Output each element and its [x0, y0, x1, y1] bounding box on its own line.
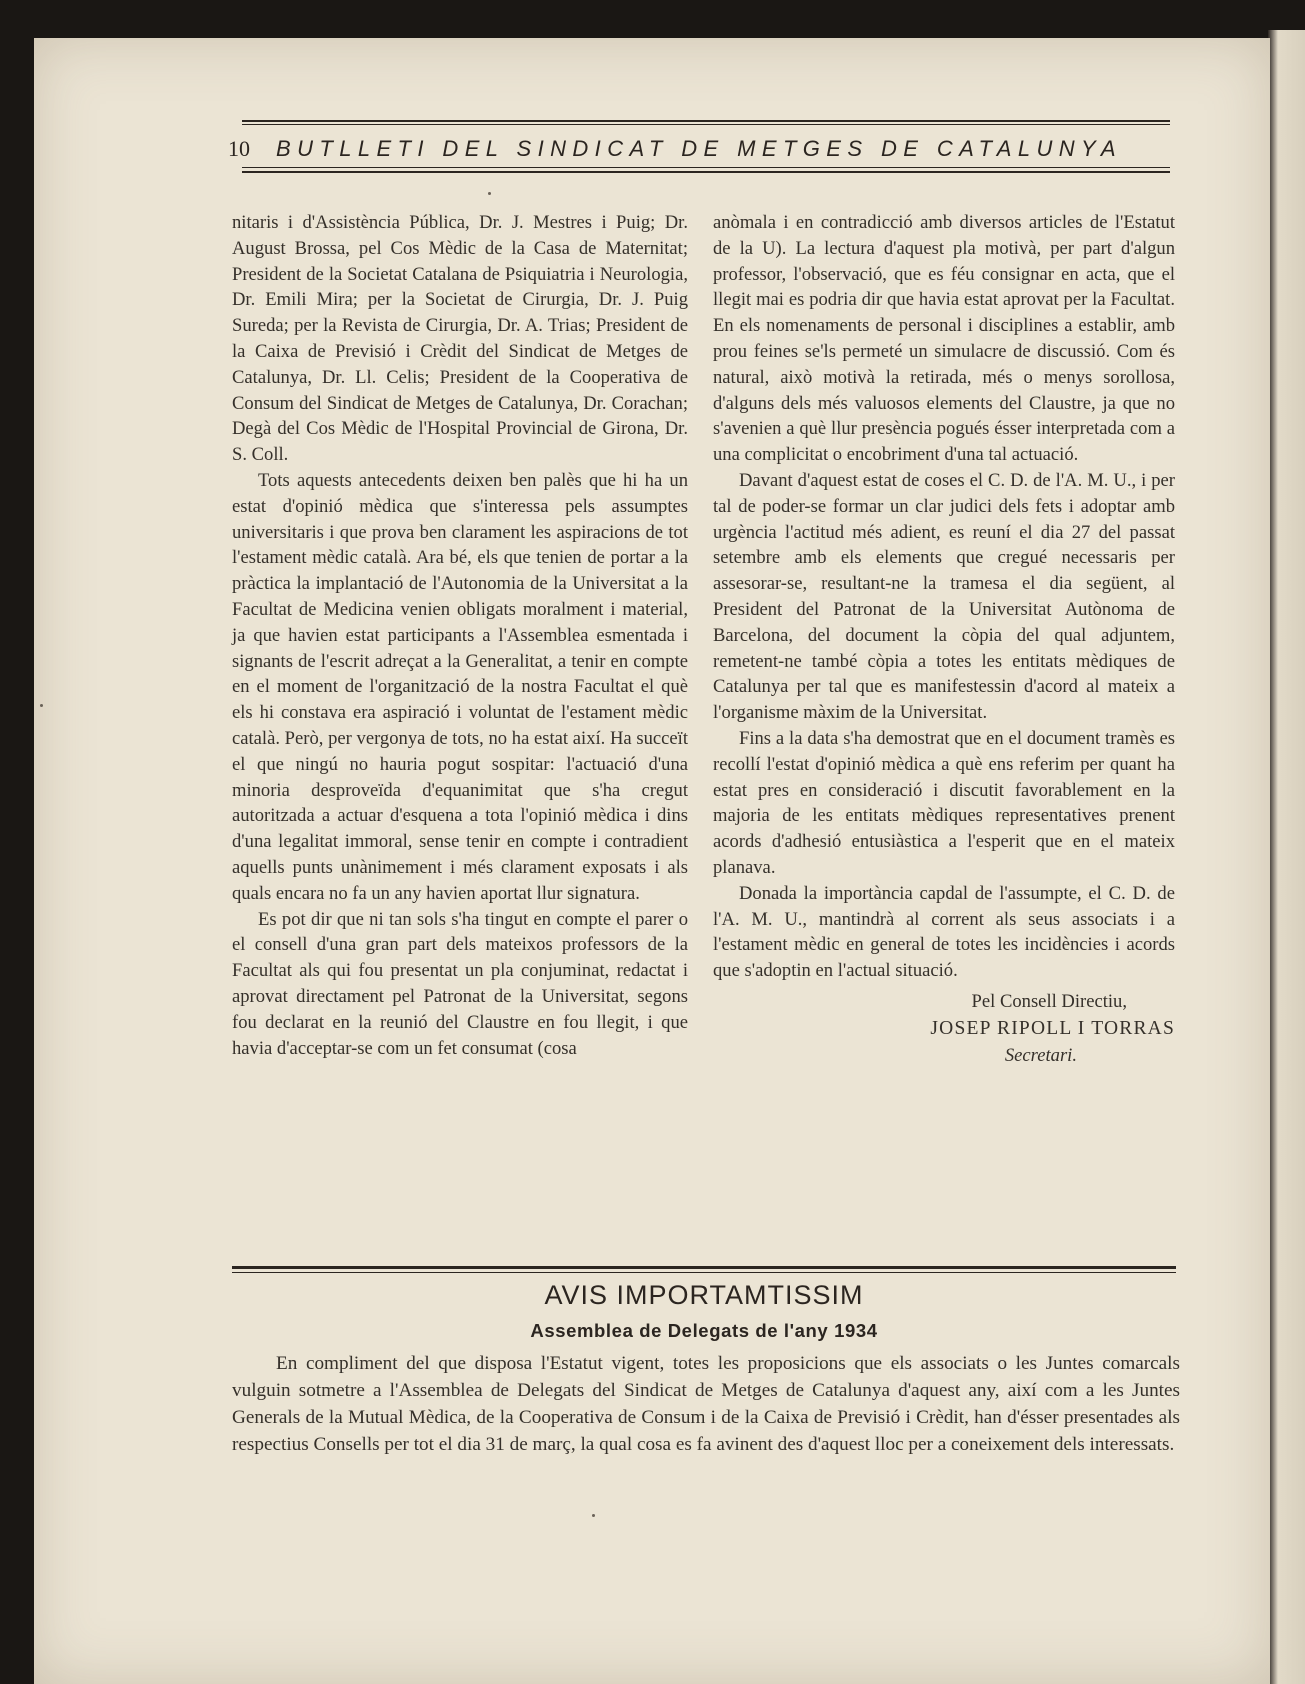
paragraph: Es pot dir que ni tan sols s'ha tingut en compte el parer o el consell d'una gran part dels mateixos professors de la Facultat als qui fou presentat un pla conjuminat, redactat i aprovat directament pel Patronat de la Universitat, segons fou declarat en la reunió del Claustre en fou llegit, i que havia d'acceptar-se com un fet consumat (cosa [232, 908, 688, 1059]
page-number: 10 [228, 136, 250, 161]
paragraph: nitaris i d'Assistència Pública, Dr. J. Mestres i Puig; Dr. August Brossa, pel Cos Mèdic de la Casa de Maternitat; President de la Societat Catalana de Psiquiatria i Neurologia, Dr. Emili Mira; per la Societat de Cirurgia, Dr. J. Puig Sureda; per la Revista de Cirurgia, Dr. A. Trias; President de la Caixa de Previsió i Crèdit del Sindicat de Metges de Catalunya, Dr. Ll. Celis; President de la Cooperativa de Consum del Sindicat de Metges de Catalunya, Dr. Corachan; Degà del Cos Mèdic de l'Hospital Provincial de Girona, Dr. S. Coll. [232, 212, 688, 466]
paragraph: Donada la importància capdal de l'assumpte, el C. D. de l'A. M. U., mantindrà al corrent als seus associats i a l'estament mèdic en general de totes les incidències i acords que s'adoptin en l'actual situació. [713, 882, 1175, 982]
notice-title: AVIS IMPORTAMTISSIM [544, 1280, 864, 1310]
section-divider [232, 1272, 1176, 1273]
print-speck [592, 1514, 595, 1517]
right-column [713, 210, 1175, 1069]
print-speck [40, 704, 43, 707]
paragraph: Tots aquests antecedents deixen ben palès que hi ha un estat d'opinió mèdica que s'interessa pels assumptes universitaris i que prova ben clarament les aspiracions de tot l'estament mèdic català. Ara bé, els que tenien de portar a la pràctica la implantació de l'Autonomia de la Universitat a la Facultat de Medicina venien obligats moralment i material, ja que havien estat participants a l'Assemblea esmentada i signants de l'escrit adreçat a la Generalitat, a tenir en compte en el moment de l'organització de la nostra Facultat el què els hi constava era aspiració i voluntat de l'estament mèdic català. Però, per vergonya de tots, no ha estat així. Ha succeït el que ningú no hauria pogut sospitar: l'actuació d'una minoria desproveïda d'equanimitat que s'ha cregut autoritzada a actuar d'esquena a tota l'opinió mèdica i dins d'una legalitat immoral, sense tenir en compte i contradient aquells punts unànimement i més clarament exposats i als quals encara no fa un any havien aportat llur signatura. [232, 469, 688, 904]
print-speck [488, 192, 491, 195]
journal-title: BUTLLETI DEL SINDICAT DE METGES DE CATALUNYA [276, 136, 1122, 161]
paragraph: Davant d'aquest estat de coses el C. D. de l'A. M. U., i per tal de poder-se formar un clar judici dels fets i adoptar amb urgència l'actitud més adient, es reuní el dia 27 del passat setembre amb els elements que cregué necessaris per assesorar-se, resultant-ne la tramesa el dia següent, al President del Patronat de la Universitat Autònoma de Barcelona, del document la còpia del qual adjuntem, remetent-ne també còpia a totes les entitats mèdiques de Catalunya per tal que es manifestessin d'acord al mateix a l'organisme màxim de la Universitat. [713, 469, 1175, 724]
signature-name: JOSEP RIPOLL I TORRAS [930, 1017, 1175, 1039]
paragraph: Fins a la data s'ha demostrat que en el document tramès es recollí l'estat d'opinió mèdica a què ens referim per quant ha estat pres en consideració i discutit favorablement en la majoria de les entitats mèdiques representatives prenent acords d'adhesió entusiàstica a l'esperit que en el mateix planava. [713, 727, 1175, 878]
notice-subtitle: Assemblea de Delegats de l'any 1934 [530, 1320, 878, 1341]
running-head [228, 134, 1173, 164]
left-column [232, 210, 688, 1061]
section-divider [232, 1266, 1176, 1269]
signature-block [713, 988, 1175, 1069]
signature-title: Secretari. [1004, 1044, 1077, 1066]
adjacent-page-edge [1268, 30, 1305, 1684]
signature-role: Pel Consell Directiu, [971, 990, 1127, 1012]
notice-body: En compliment del que disposa l'Estatut vigent, totes les proposicions que els associats o les Juntes comarcals vulguin sotmetre a l'Assemblea de Delegats del Sindicat de Metges de Catalunya d'aquest any, així com a les Juntes Generals de la Mutual Mèdica, de la Cooperativa de Consum i de la Caixa de Previsió i Crèdit, han d'ésser presentades als respectius Consells per tot el dia 31 de març, la qual cosa es fa avinent des d'aquest lloc per a coneixement dels interessats. [232, 1353, 1180, 1455]
paragraph: anòmala i en contradicció amb diversos articles de l'Estatut de la U). La lectura d'aquest pla motivà, per part d'algun professor, l'observació, que es féu consignar en acta, que el llegit mai es podria dir que havia estat aprovat per la Facultat. En els nomenaments de personal i disciplines a establir, amb prou feines se'ls permeté un simulacre de discussió. Com és natural, això motivà la retirada, més o menys sorollosa, d'alguns dels més valuosos elements del Claustre, ja que no s'avenien a què llur presència pogués ésser interpretada com a una complicitat o encobriment d'una tal actuació. [713, 212, 1175, 466]
